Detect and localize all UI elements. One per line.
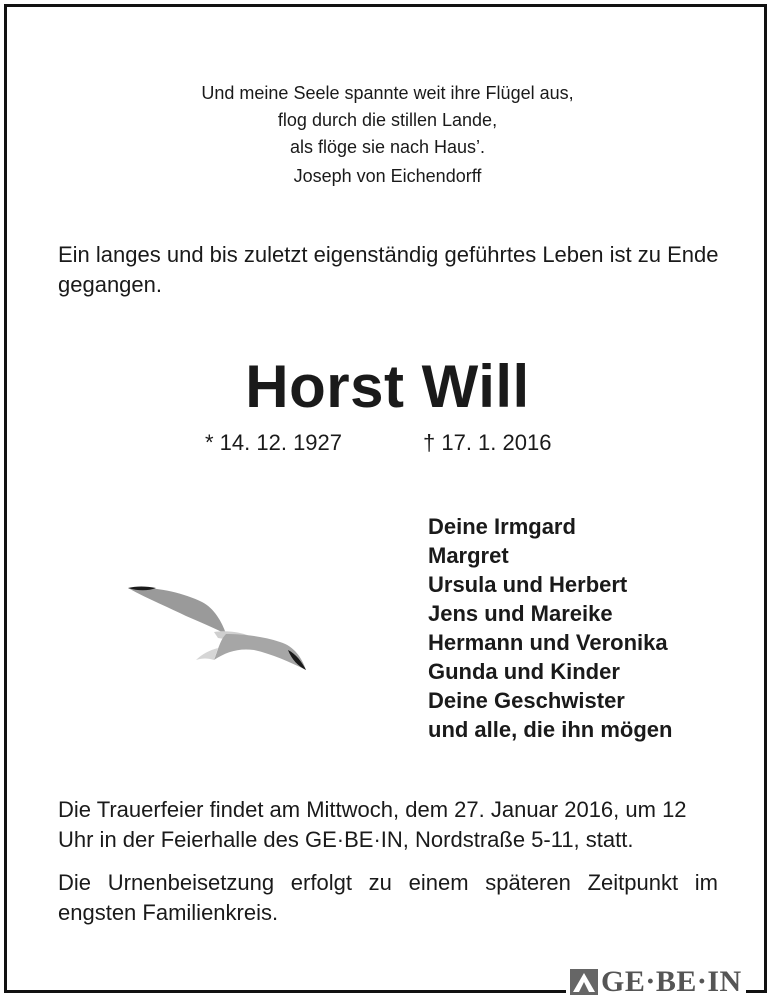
intro-text: Ein langes und bis zuletzt eigenständig geführtes Leben ist zu Ende gegangen. [58, 242, 719, 297]
family-member: Jens und Mareike [428, 601, 613, 626]
death-date: † 17. 1. 2016 [423, 430, 552, 455]
family-member: Deine Geschwister [428, 688, 625, 713]
family-member: Margret [428, 543, 509, 568]
family-member: Gunda und Kinder [428, 659, 620, 684]
birth-date: * 14. 12. 1927 [205, 430, 343, 455]
poem-line: als flöge sie nach Haus’. [289, 137, 486, 157]
family-member: und alle, die ihn mögen [428, 717, 673, 742]
gebein-logo-text: GE·BE·IN [601, 965, 742, 998]
poem-quote [0, 80, 775, 190]
family-member: Ursula und Herbert [428, 572, 628, 597]
poem-author: Joseph von Eichendorff [293, 166, 482, 186]
family-list [428, 512, 672, 744]
gebein-logo-icon [570, 969, 598, 995]
deceased-name: Horst Will [245, 353, 530, 420]
family-member: Hermann und Veronika [428, 630, 668, 655]
poem-line: Und meine Seele spannte weit ihre Flügel aus, [201, 83, 574, 103]
gebein-logo [566, 966, 746, 998]
family-member: Deine Irmgard [428, 514, 576, 539]
seagull-icon [122, 578, 312, 673]
poem-line: flog durch die stillen Lande, [277, 110, 498, 130]
burial-info: Die Urnenbeisetzung erfolgt zu einem späteren Zeitpunkt im engsten Familienkreis. [58, 870, 718, 925]
funeral-ceremony-info: Die Trauerfeier findet am Mittwoch, dem 27. Januar 2016, um 12 Uhr in der Feierhalle des GE·BE·IN, Nordstraße 5-11, statt. [58, 797, 687, 852]
